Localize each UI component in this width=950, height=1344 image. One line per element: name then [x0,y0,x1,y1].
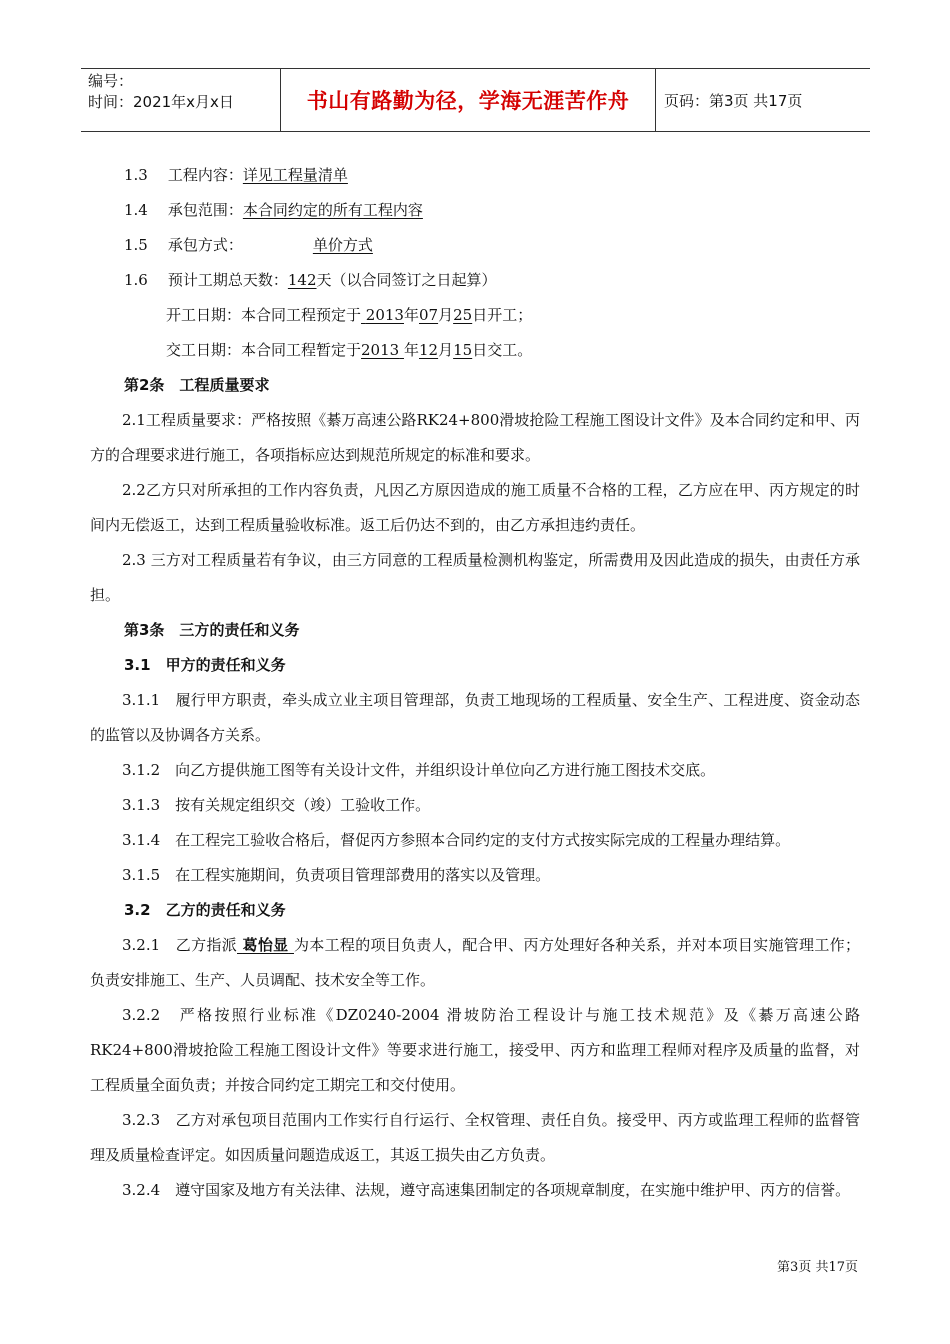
month-char: 月 [438,306,454,324]
clause-3-1-3: 3.1.3 按有关规定组织交（竣）工验收工作。 [122,796,431,814]
end-day: 15 [453,341,473,359]
clause-3-2-4: 3.2.4 遵守国家及地方有关法律、法规，遵守高速集团制定的各项规章制度，在实施中维护甲、丙方的信誉。 [122,1181,851,1199]
clause-3-2-2: 3.2.2 严格按照行业标准《DZ0240-2004 滑坡防治工程设计与施工技术规范》及《綦万高速公路RK24+800滑坡抢险工程施工图设计文件》等要求进行施工，接受甲、丙方和监理工程师对程序及质量的监督，对工程质量全面负责；并按合同约定工期完工和交付使用。 [90,1006,860,1094]
page-footer: 第3页 共17页 [777,1260,858,1275]
start-year: 2013 [365,306,404,324]
duration-days: 142 [287,271,317,289]
item-label: 工程内容： [167,166,243,184]
item-value-underline [261,236,449,254]
end-month: 12 [419,341,439,359]
item-1-4 [90,193,860,228]
item-number: 1.6 [124,271,148,289]
clause-3-1-4: 3.1.4 在工程完工验收合格后，督促丙方参照本合同约定的支付方式按实际完成的工程量办理结算。 [122,831,791,849]
clause-2-1: 2.1工程质量要求：严格按照《綦万高速公路RK24+800滑坡抢险工程施工图设计文件》及本合同约定和甲、丙方的合理要求进行施工，各项指标应达到规范所规定的标准和要求。 [90,411,860,464]
duration-suffix: 天（以合同签订之日起算） [316,271,497,289]
end-suffix: 日交工。 [472,341,533,359]
start-prefix: 开工日期：本合同工程预定于 [166,306,362,324]
end-year: 2013 [361,341,400,359]
section-3-1-heading: 3.1 甲方的责任和义务 [124,656,286,674]
clause-2-2: 2.2乙方只对所承担的工作内容负责，凡因乙方原因造成的施工质量不合格的工程，乙方应在甲、丙方规定的时间内无偿返工，达到工程质量验收标准。返工后仍达不到的，由乙方承担违约责任。 [90,481,860,534]
article-2-heading: 第2条 工程质量要求 [124,376,270,394]
section-3-2-heading: 3.2 乙方的责任和义务 [124,901,286,919]
clause-3-1-2: 3.1.2 向乙方提供施工图等有关设计文件，并组织设计单位向乙方进行施工图技术交底。 [122,761,716,779]
item-label: 预计工期总天数： [167,271,288,289]
start-month: 07 [419,306,439,324]
year-char: 年 [403,341,419,359]
month-char: 月 [438,341,454,359]
header-left-cell [81,69,281,131]
header-motto: 书山有路勤为径，学海无涯苦作舟 [281,69,656,131]
number-label: 编号： [88,72,134,90]
item-label: 承包范围： [167,201,243,219]
item-value: 本合同约定的所有工程内容 [242,201,423,219]
item-number: 1.5 [124,236,148,254]
clause-3-2-1-post: 为本工程的项目负责人，配合甲、丙方处理好各种关系，并对本项目实施管理工作；负责安排施工、生产、人员调配、技术安全等工作。 [90,936,860,989]
item-value: 单价方式 [312,236,373,254]
end-prefix: 交工日期：本合同工程暂定于 [166,341,362,359]
header-page-label: 页码：第3页 共17页 [664,91,803,110]
start-day: 25 [453,306,473,324]
clause-3-2-3: 3.2.3 乙方对承包项目范围内工作实行自行运行、全权管理、责任自负。接受甲、丙方或监理工程师的监督管理及质量检查评定。如因质量问题造成返工，其返工损失由乙方负责。 [90,1111,860,1164]
item-value: 详见工程量清单 [242,166,348,184]
item-1-3 [90,158,860,193]
end-date-line [90,333,860,368]
time-label: 时间：2021年x月x日 [88,93,234,111]
start-date-line [90,298,860,333]
item-number: 1.3 [124,166,148,184]
document-body [90,158,860,1208]
article-3-heading: 第3条 三方的责任和义务 [124,621,300,639]
clause-3-1-5: 3.1.5 在工程实施期间，负责项目管理部费用的落实以及管理。 [122,866,551,884]
item-1-5 [90,228,860,263]
item-number: 1.4 [124,201,148,219]
start-suffix: 日开工； [472,306,533,324]
project-manager-name: 葛怡显 [242,936,289,954]
year-char: 年 [403,306,419,324]
clause-2-3: 2.3 三方对工程质量若有争议，由三方同意的工程质量检测机构鉴定，所需费用及因此造成的损失，由责任方承担。 [90,551,860,604]
page-header [81,68,870,132]
clause-3-1-1: 3.1.1 履行甲方职责，牵头成立业主项目管理部，负责工地现场的工程质量、安全生产、工程进度、资金动态的监管以及协调各方关系。 [90,691,860,744]
clause-3-2-1 [90,928,860,998]
clause-3-2-1-pre: 3.2.1 乙方指派 [122,936,237,954]
item-1-6 [90,263,860,298]
item-label: 承包方式： [167,236,243,254]
